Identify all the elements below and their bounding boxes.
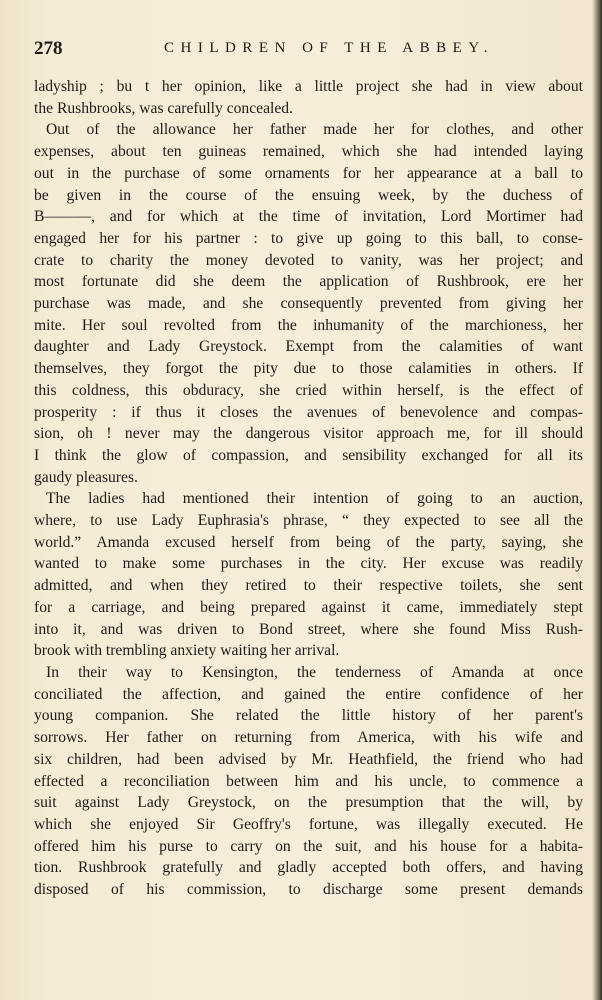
text-line: be given in the course of the ensuing week, by the duchess of: [34, 186, 583, 204]
text-line: wanted to make some purchases in the city. Her excuse was readily: [34, 555, 583, 573]
text-line: disposed of his commission, to discharge some present demands: [34, 881, 583, 899]
text-line: sion, oh ! never may the dangerous visitor approach me, for ill should: [34, 425, 583, 443]
text-line: admitted, and when they retired to their respective toilets, she sent: [34, 577, 583, 595]
text-line: Out of the allowance her father made her for clothes, and other: [46, 121, 583, 139]
text-line: daughter and Lady Greystock. Exempt from the calamities of want: [34, 338, 583, 356]
text-line: sorrows. Her father on returning from America, with his wife and: [34, 729, 583, 747]
text-line: conciliated the affection, and gained the entire confidence of her: [34, 685, 583, 703]
text-line: the Rushbrooks, was carefully concealed.: [34, 99, 293, 117]
text-line: young companion. She related the little history of her parent's: [34, 707, 583, 725]
text-line: for a carriage, and being prepared against it came, immediately stept: [34, 598, 583, 616]
body-text: [34, 76, 583, 901]
page-number: 278: [34, 38, 63, 59]
text-line: ladyship ; bu t her opinion, like a little project she had in view about: [34, 78, 583, 95]
text-line: B———, and for which at the time of invitation, Lord Mortimer had: [34, 208, 583, 226]
text-line: most fortunate did she deem the application of Rushbrook, ere her: [34, 273, 583, 291]
running-head: CHILDREN OF THE ABBEY.: [164, 40, 494, 56]
text-line: offered him his purse to carry on the suit, and his house for a habita-: [34, 837, 583, 855]
page-edge-shadow: [592, 0, 602, 1000]
text-line: mite. Her soul revolted from the inhumanity of the marchioness, her: [34, 316, 583, 334]
text-line: effected a reconciliation between him and his uncle, to commence a: [34, 772, 583, 790]
text-line: this coldness, this obduracy, she cried within herself, is the effect of: [34, 381, 583, 399]
text-line: into it, and was driven to Bond street, where she found Miss Rush-: [34, 620, 583, 638]
text-line: suit against Lady Greystock, on the presumption that the will, by: [34, 794, 583, 812]
text-line: prosperity : if thus it closes the avenues of benevolence and compas-: [34, 403, 583, 421]
text-line: out in the purchase of some ornaments for her appearance at a ball to: [34, 164, 583, 182]
page-header: [34, 38, 574, 62]
text-line: expenses, about ten guineas remained, which she had intended laying: [34, 143, 583, 161]
text-line: engaged her for his partner : to give up going to this ball, to conse-: [34, 229, 583, 247]
text-line: brook with trembling anxiety waiting her arrival.: [34, 642, 340, 660]
text-line: six children, had been advised by Mr. Heathfield, the friend who had: [34, 750, 583, 768]
text-line: gaudy pleasures.: [34, 468, 138, 486]
text-line: I think the glow of compassion, and sensibility exchanged for all its: [34, 446, 583, 464]
text-line: crate to charity the money devoted to vanity, was her project; and: [34, 251, 583, 269]
text-line: tion. Rushbrook gratefully and gladly accepted both offers, and having: [34, 859, 583, 877]
text-line: In their way to Kensington, the tenderness of Amanda at once: [46, 663, 583, 681]
text-line: which she enjoyed Sir Geoffry's fortune, was illegally executed. He: [34, 815, 583, 833]
text-line: themselves, they forgot the pity due to those calamities in others. If: [34, 360, 583, 378]
text-line: where, to use Lady Euphrasia's phrase, “ they expected to see all the: [34, 512, 583, 530]
text-line: world.” Amanda excused herself from being of the party, saying, she: [34, 533, 583, 551]
text-line: The ladies had mentioned their intention of going to an auction,: [46, 490, 583, 508]
text-line: purchase was made, and she consequently prevented from giving her: [34, 295, 583, 313]
